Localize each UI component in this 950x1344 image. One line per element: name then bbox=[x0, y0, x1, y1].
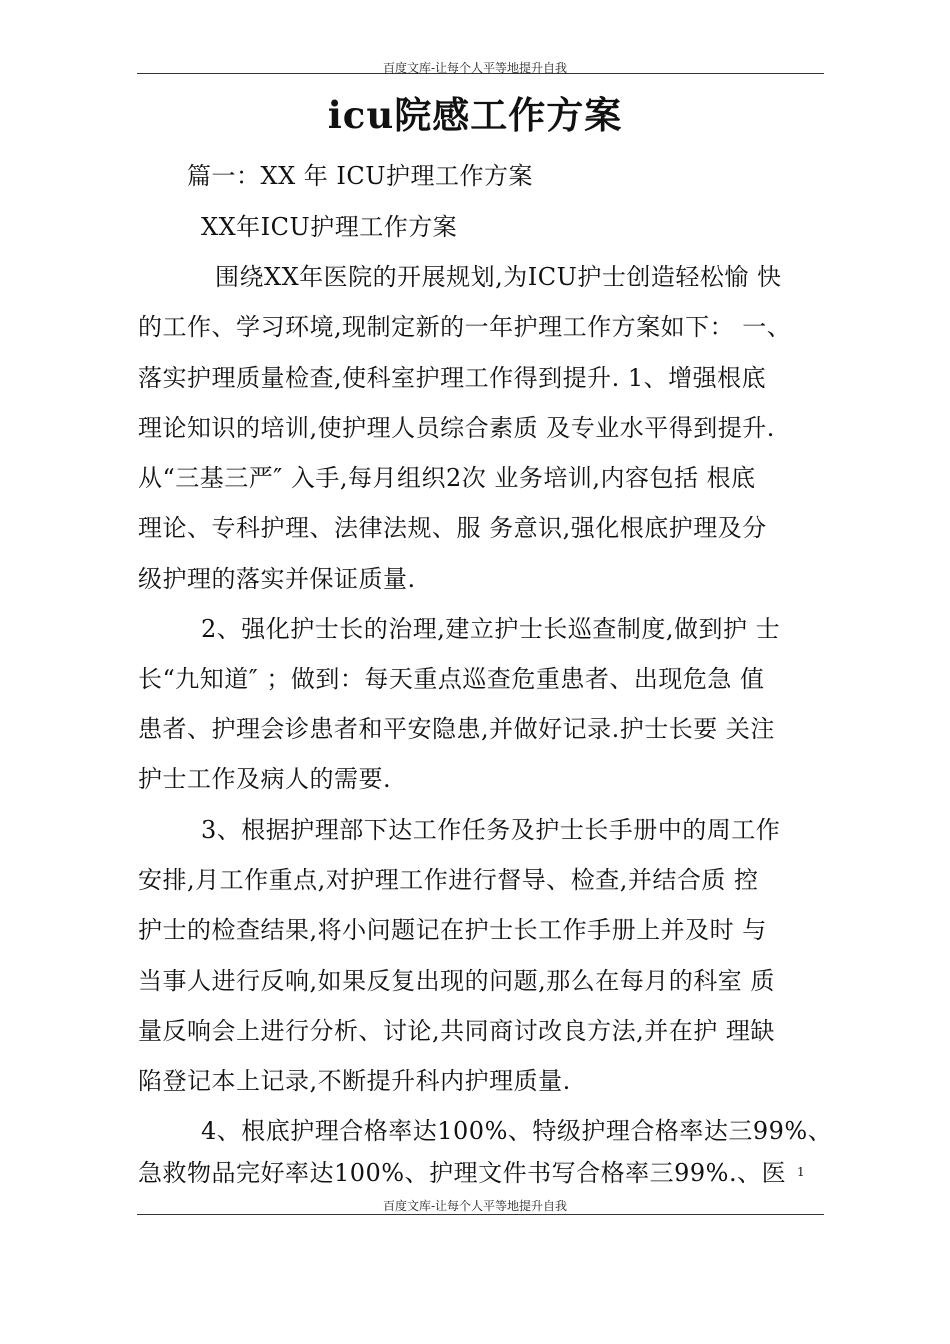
body-line: 护士工作及病人的需要. bbox=[138, 765, 392, 793]
subheading: XX年ICU护理工作方案 bbox=[201, 213, 458, 241]
running-header: 百度文库-让每个人平等地提升自我 bbox=[382, 61, 568, 75]
body-line: 安排,月工作重点,对护理工作进行督导、检查,并结合质 控 bbox=[138, 866, 759, 894]
body-line: 4、根底护理合格率达100%、特级护理合格率达三99%、 bbox=[201, 1117, 833, 1145]
header-rule bbox=[137, 73, 824, 74]
body-line: 的工作、学习环境,现制定新的一年护理工作方案如下： 一、 bbox=[138, 313, 792, 341]
body-line: 量反响会上进行分析、讨论,共同商讨改良方法,并在护 理缺 bbox=[138, 1017, 775, 1045]
section-heading: 篇一：XX 年 ICU护理工作方案 bbox=[187, 162, 533, 190]
running-footer: 百度文库-让每个人平等地提升自我 bbox=[382, 1199, 568, 1213]
body-line: 护士的检查结果,将小问题记在护士长工作手册上并及时 与 bbox=[138, 916, 767, 944]
body-line: 落实护理质量检查,使科室护理工作得到提升. 1、增强根底 bbox=[138, 364, 767, 392]
document-title: icu院感工作方案 bbox=[327, 93, 623, 137]
body-line: 陷登记本上记录,不断提升科内护理质量. bbox=[138, 1067, 571, 1095]
body-line: 理论、专科护理、法律法规、服 务意识,强化根底护理及分 bbox=[138, 514, 767, 542]
page-number: 1 bbox=[797, 1165, 805, 1179]
body-line: 3、根据护理部下达工作任务及护士长手册中的周工作 bbox=[201, 816, 781, 844]
body-line: 围绕XX年医院的开展规划,为ICU护士创造轻松愉 快 bbox=[215, 263, 782, 291]
body-line: 患者、护理会诊患者和平安隐患,并做好记录.护士长要 关注 bbox=[138, 715, 775, 743]
body-line: 级护理的落实并保证质量. bbox=[138, 565, 416, 593]
body-line: 2、强化护士长的治理,建立护士长巡查制度,做到护 士 bbox=[201, 615, 781, 643]
body-line: 理论知识的培训,使护理人员综合素质 及专业水平得到提升. bbox=[138, 414, 775, 442]
body-line: 长“九知道″ ；做到：每天重点巡查危重患者、出现危急 值 bbox=[138, 665, 765, 693]
footer-rule bbox=[137, 1214, 824, 1215]
body-line: 急救物品完好率达100%、护理文件书写合格率三99%.、医 bbox=[138, 1159, 787, 1187]
body-line: 当事人进行反响,如果反复出现的问题,那么在每月的科室 质 bbox=[138, 967, 775, 995]
body-line: 从“三基三严″ 入手,每月组织2次 业务培训,内容包括 根底 bbox=[138, 464, 756, 492]
